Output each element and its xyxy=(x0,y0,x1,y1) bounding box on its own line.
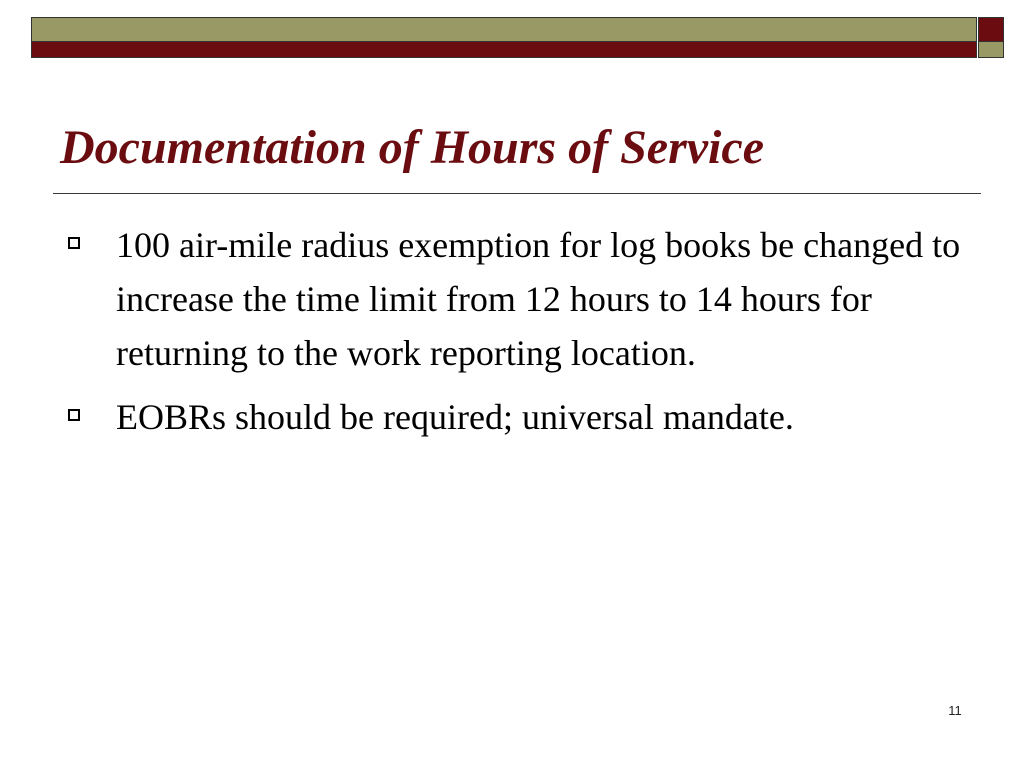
hollow-square-bullet-icon xyxy=(68,237,80,249)
slide-title: Documentation of Hours of Service xyxy=(60,121,764,174)
header-band-maroon xyxy=(31,42,977,58)
bullet-item xyxy=(68,390,968,444)
bullet-list xyxy=(68,218,968,454)
title-divider xyxy=(53,193,981,194)
header-corner-block-olive xyxy=(978,42,1004,58)
header-corner-block-maroon xyxy=(978,17,1004,42)
header-band-olive xyxy=(31,17,977,42)
slide-page-number: 11 xyxy=(948,703,962,718)
bullet-text: 100 air-mile radius exemption for log books be changed to increase the time limit from 12 hours to 14 hours for returning to the work reporting location. xyxy=(116,225,961,373)
hollow-square-bullet-icon xyxy=(68,409,80,421)
bullet-item xyxy=(68,218,968,380)
bullet-text: EOBRs should be required; universal mandate. xyxy=(116,397,794,437)
